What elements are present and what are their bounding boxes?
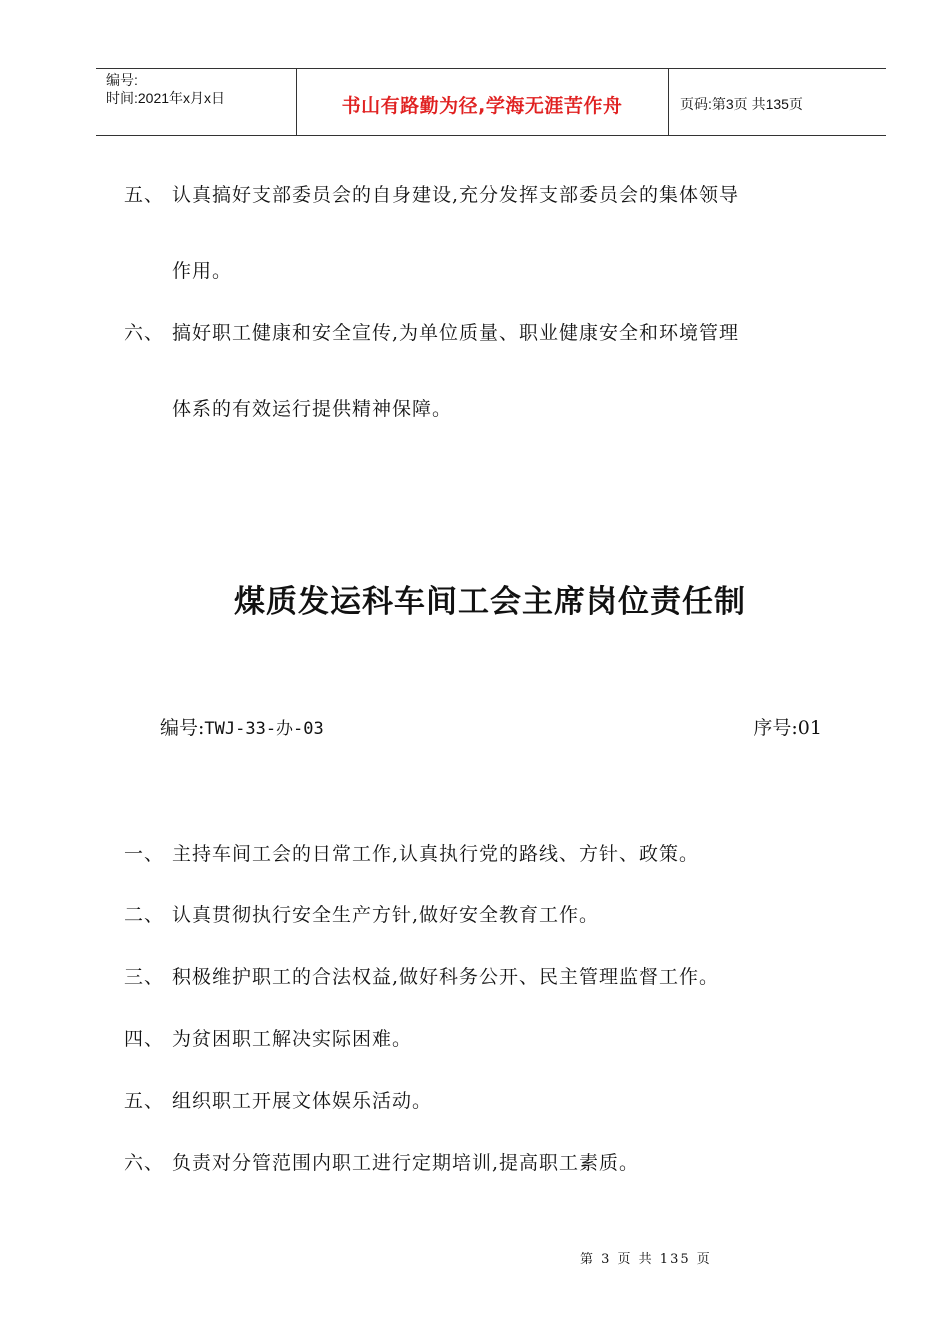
list-item-text: 积极维护职工的合法权益,做好科务公开、民主管理监督工作。 [172,966,720,988]
document-code-label: 编号: [160,717,205,739]
list-item-text: 负责对分管范围内职工进行定期培训,提高职工素质。 [172,1152,640,1174]
header-page-info: 页码:第3页 共135页 [680,96,803,112]
list-item [124,320,739,346]
document-serial: 序号:01 [753,717,822,739]
list-item [124,1088,432,1114]
list-item-text: 为贫困职工解决实际困难。 [172,1028,413,1050]
list-item-text: 搞好职工健康和安全宣传,为单位质量、职业健康安全和环境管理 [172,322,740,344]
list-item [124,182,739,208]
header-motto: 书山有路勤为径,学海无涯苦作舟 [341,95,623,117]
list-item [124,902,599,928]
header-meta [106,71,225,107]
list-item-number: 四、 [124,1028,165,1050]
header-divider [668,69,669,135]
list-item-number: 二、 [124,904,165,926]
page-footer: 第 3 页 共 135 页 [580,1252,712,1267]
page-header [96,68,886,136]
list-item [124,1150,639,1176]
list-item-number: 六、 [124,322,165,344]
list-item-number: 五、 [124,1090,165,1112]
document-title: 煤质发运科车间工会主席岗位责任制 [234,584,746,620]
list-item-continuation: 体系的有效运行提供精神保障。 [172,398,453,420]
list-item-text: 主持车间工会的日常工作,认真执行党的路线、方针、政策。 [172,843,700,865]
list-item-text: 认真贯彻执行安全生产方针,做好安全教育工作。 [172,904,600,926]
header-code-label: 编号: [106,72,138,88]
list-item-number: 六、 [124,1152,165,1174]
header-time: 时间:2021年x月x日 [106,90,226,106]
document-code-value: TWJ-33-办-03 [204,719,324,739]
list-item [124,964,719,990]
list-item [124,841,699,867]
list-item-number: 三、 [124,966,165,988]
document-code [160,713,324,740]
list-item-text: 组织职工开展文体娱乐活动。 [172,1090,433,1112]
list-item-text: 认真搞好支部委员会的自身建设,充分发挥支部委员会的集体领导 [172,184,740,206]
list-item-continuation: 作用。 [172,260,233,282]
list-item-number: 五、 [124,184,165,206]
list-item-number: 一、 [124,843,165,865]
list-item [124,1026,412,1052]
